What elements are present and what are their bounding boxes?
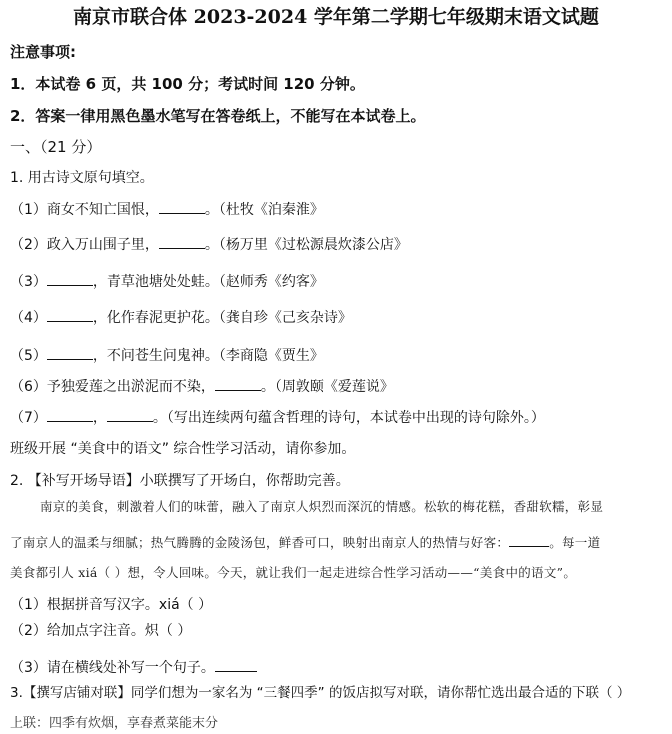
answer-blank[interactable] — [215, 376, 261, 391]
answer-blank[interactable] — [159, 199, 205, 214]
notice-item-1: 1．本试卷 6 页，共 100 分；考试时间 120 分钟。 — [10, 75, 365, 93]
q1-item-3: （3） ，青草池塘处处蛙。（赵师秀《约客》 — [10, 271, 324, 292]
q1-item-2: （2）政入万山围子里， 。（杨万里《过松源晨炊漆公店》 — [10, 234, 408, 255]
answer-blank[interactable] — [47, 407, 93, 422]
notice-heading: 注意事项: — [10, 43, 76, 61]
question-1-stem: 1. 用古诗文原句填空。 — [10, 170, 154, 186]
q2-sub-2: （2）给加点字注音。炽（ ） — [10, 623, 192, 639]
answer-blank[interactable] — [47, 271, 93, 286]
passage-line-1: 南京的美食，刺激着人们的味蕾，融入了南京人炽烈而深沉的情感。松软的梅花糕，香甜软糯，彰显 — [40, 499, 604, 514]
q2-sub-3: （3）请在横线处补写一个句子。 — [10, 657, 257, 678]
notice-item-2: 2．答案一律用黑色墨水笔写在答卷纸上，不能写在本试卷上。 — [10, 107, 426, 125]
q1-item-6: （6）予独爱莲之出淤泥而不染， 。（周敦颐《爱莲说》 — [10, 376, 394, 397]
question-2-stem: 2. 【补写开场导语】小联撰写了开场白，你帮助完善。 — [10, 473, 350, 489]
q1-item-4: （4） ，化作春泥更护花。（龚自珍《己亥杂诗》 — [10, 307, 352, 328]
section-heading: 一、（21 分） — [10, 138, 102, 156]
answer-blank[interactable] — [107, 407, 153, 422]
answer-blank[interactable] — [47, 345, 93, 360]
q1-item-5: （5） ，不问苍生问鬼神。（李商隐《贾生》 — [10, 345, 324, 366]
answer-blank[interactable] — [159, 234, 205, 249]
question-3-stem: 3.【撰写店铺对联】同学们想为一家名为 “三餐四季” 的饭店拟写对联，请你帮忙选出最合适的下联（ ） — [10, 685, 631, 701]
answer-blank[interactable] — [509, 532, 549, 547]
passage-line-3: 美食都引人 xiá（ ）想，令人回味。今天，就让我们一起走进综合性学习活动——“美食中的语文”。 — [10, 565, 577, 580]
passage-line-2: 了南京人的温柔与细腻；热气腾腾的金陵汤包，鲜香可口，映射出南京人的热情与好客： 。每一道 — [10, 532, 600, 553]
q1-item-1: （1）商女不知亡国恨， 。（杜牧《泊秦淮》 — [10, 199, 324, 220]
activity-intro: 班级开展 “美食中的语文” 综合性学习活动，请你参加。 — [10, 441, 356, 457]
q1-item-7: （7） ， 。（写出连续两句蕴含哲理的诗句，本试卷中出现的诗句除外。） — [10, 407, 545, 428]
q3-couplet-line: 上联：四季有炊烟，享春煮菜能末分 — [10, 716, 219, 731]
answer-blank[interactable] — [47, 307, 93, 322]
q2-sub-1: （1）根据拼音写汉字。xiá（ ） — [10, 597, 213, 613]
answer-blank[interactable] — [215, 657, 257, 672]
exam-title: 南京市联合体 2023-2024 学年第二学期七年级期末语文试题 — [73, 6, 599, 28]
